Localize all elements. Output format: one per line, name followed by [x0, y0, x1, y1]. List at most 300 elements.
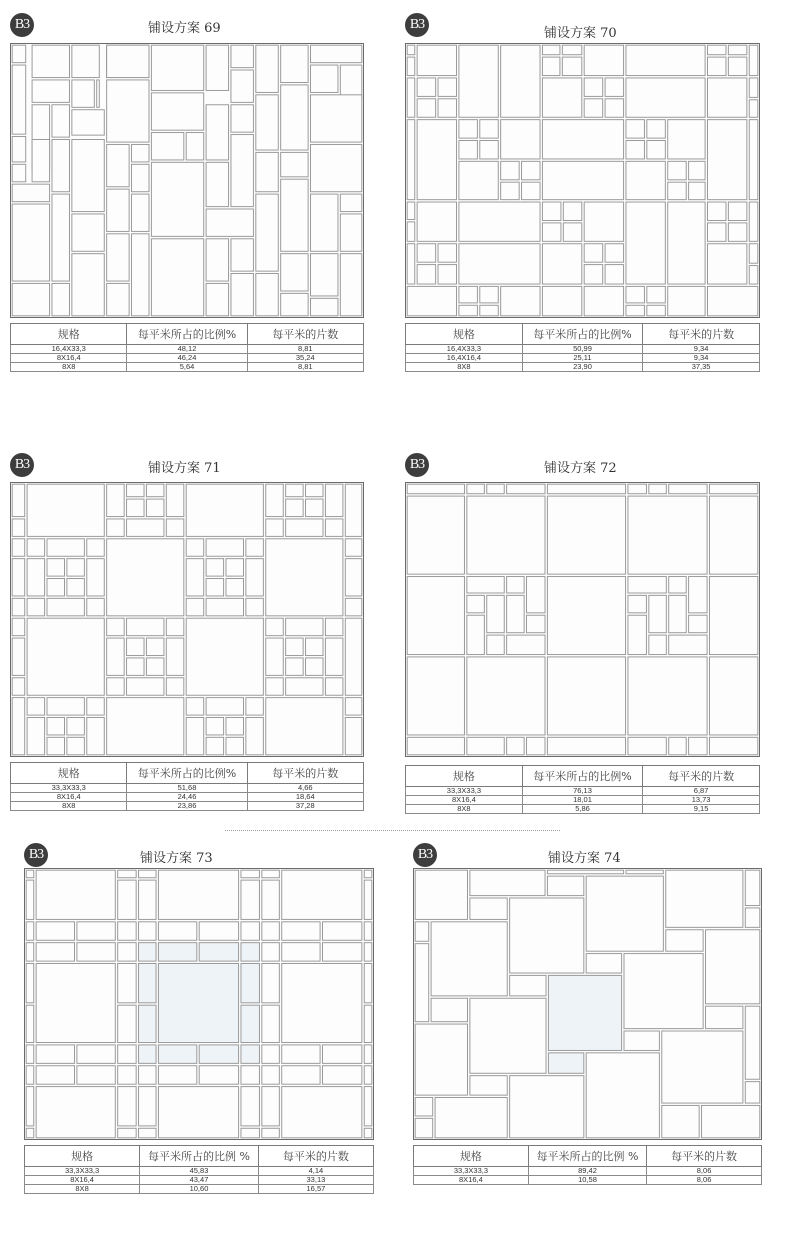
tile: [325, 678, 343, 695]
table-cell: 6,87: [643, 787, 760, 796]
table-cell: 16,4X33,3: [406, 345, 523, 354]
table-cell: 5,64: [127, 363, 247, 372]
tile: [745, 1082, 760, 1103]
tile-pattern-diagram: [24, 868, 374, 1140]
tile: [702, 1105, 760, 1137]
tile: [459, 244, 540, 284]
tile: [435, 1098, 507, 1138]
tile: [649, 484, 667, 494]
tile: [12, 519, 25, 536]
tile: [470, 898, 507, 919]
tile: [510, 975, 546, 995]
tile: [26, 943, 34, 961]
tile: [127, 499, 145, 516]
series-badge: B3: [10, 453, 34, 477]
tile: [107, 618, 125, 635]
table-row: [406, 805, 760, 814]
tile: [417, 202, 456, 241]
tile: [132, 234, 150, 316]
tile: [32, 140, 50, 182]
tile: [241, 1005, 259, 1042]
tile: [624, 954, 703, 1029]
table-cell: 25,11: [522, 354, 642, 363]
tile: [563, 223, 581, 241]
tile: [584, 244, 602, 262]
tile: [107, 678, 125, 695]
tile-pattern-diagram: [405, 43, 760, 318]
tile: [52, 194, 70, 281]
tile: [199, 1045, 238, 1063]
tile: [487, 635, 505, 654]
tile: [47, 559, 65, 576]
table-header: 每平米所占的比例%: [522, 324, 642, 345]
tile: [107, 539, 184, 616]
tile: [547, 496, 625, 574]
tile: [26, 1128, 34, 1138]
tile: [467, 615, 485, 654]
tile: [127, 618, 164, 635]
tile: [438, 265, 456, 284]
tile: [118, 1005, 136, 1042]
tile: [709, 577, 757, 655]
tile: [186, 598, 204, 615]
layout-title: 铺设方案 71: [148, 461, 221, 476]
table-cell: 23,86: [127, 802, 247, 811]
tile: [709, 484, 757, 494]
tile: [241, 943, 259, 961]
tile: [584, 265, 602, 284]
tile: [67, 579, 85, 596]
table-header: 规格: [11, 324, 127, 345]
table-cell: 43,47: [140, 1176, 259, 1185]
tile: [206, 209, 253, 236]
tile: [36, 922, 74, 940]
tile: [669, 737, 687, 754]
tile: [107, 144, 129, 186]
layout-title: 铺设方案 73: [140, 851, 213, 866]
tile: [151, 239, 203, 316]
tile: [562, 57, 581, 75]
tile: [364, 964, 372, 1003]
table-cell: 8,81: [247, 363, 364, 372]
tile: [547, 657, 625, 735]
tile: [241, 964, 259, 1003]
spec-table: [24, 1145, 374, 1194]
tile: [139, 1087, 156, 1126]
tile: [749, 266, 758, 284]
tile: [118, 1066, 136, 1084]
tile: [487, 595, 505, 632]
tile: [186, 484, 263, 536]
tile: [262, 1066, 279, 1084]
tile: [459, 45, 498, 117]
tile: [107, 80, 149, 142]
tile: [166, 519, 184, 536]
tile: [749, 244, 758, 263]
tile: [77, 922, 115, 940]
tile: [586, 954, 621, 973]
tile: [542, 202, 560, 220]
table-header: 每平米的片数: [647, 1146, 762, 1167]
tile: [310, 144, 361, 191]
tile: [72, 214, 104, 251]
tile: [151, 45, 203, 90]
tile: [47, 737, 65, 754]
spec-table: [413, 1145, 762, 1185]
tile: [282, 1045, 320, 1063]
table-header: 每平米所占的比例%: [127, 763, 247, 784]
tile: [668, 120, 705, 159]
tile: [262, 1128, 279, 1138]
tile: [586, 1053, 659, 1138]
tile: [246, 698, 264, 715]
tile: [407, 57, 415, 75]
tile: [470, 1076, 507, 1095]
tile: [226, 737, 244, 754]
tile: [67, 717, 85, 734]
tile: [27, 717, 45, 754]
tile: [52, 140, 70, 192]
table-cell: 16,4X33,3: [11, 345, 127, 354]
tile: [246, 717, 264, 754]
tile: [407, 577, 464, 655]
tile: [246, 598, 264, 615]
tile: [689, 161, 706, 179]
tile: [325, 484, 343, 516]
tile: [407, 657, 464, 735]
tile: [27, 559, 45, 596]
tile: [158, 1045, 196, 1063]
tile: [26, 1005, 34, 1042]
tile: [364, 1128, 372, 1138]
tile: [47, 579, 65, 596]
table-cell: 76,13: [522, 787, 642, 796]
tile: [72, 45, 99, 77]
series-badge: B3: [405, 13, 429, 37]
table-cell: 9,34: [643, 354, 760, 363]
tile: [12, 137, 26, 162]
tile: [547, 876, 583, 895]
tile: [256, 45, 278, 92]
tile: [256, 274, 278, 316]
tile: [87, 698, 105, 715]
tile: [548, 1053, 583, 1073]
tile: [626, 870, 663, 874]
spec-table: [405, 323, 760, 372]
tile: [345, 598, 362, 615]
tile: [77, 1066, 115, 1084]
tile: [626, 305, 644, 316]
table-row: [11, 363, 364, 372]
tile: [231, 274, 253, 316]
table-cell: 4,66: [247, 784, 364, 793]
series-badge: B3: [10, 13, 34, 37]
table-cell: 10,60: [140, 1185, 259, 1194]
tile: [186, 618, 263, 695]
tile: [281, 45, 308, 82]
tile: [584, 202, 623, 241]
tile: [325, 618, 343, 635]
tile: [707, 244, 746, 284]
tile: [282, 1087, 362, 1138]
tile: [12, 164, 26, 181]
table-cell: 50,99: [522, 345, 642, 354]
table-cell: 8X8: [11, 802, 127, 811]
tile: [151, 93, 203, 130]
tile-pattern-diagram: [413, 868, 762, 1140]
tile: [306, 638, 324, 655]
tile: [527, 615, 545, 632]
tile: [127, 519, 164, 536]
tile: [67, 559, 85, 576]
tile: [241, 922, 259, 940]
tile: [467, 595, 485, 612]
tile: [522, 161, 540, 179]
tile: [431, 998, 467, 1021]
tile: [27, 618, 104, 695]
tile: [340, 194, 361, 211]
tile: [206, 737, 224, 754]
tile: [417, 78, 435, 96]
tile: [668, 182, 686, 199]
table-cell: 37,35: [643, 363, 760, 372]
tile: [605, 244, 623, 262]
tile: [310, 45, 361, 62]
tile: [487, 484, 505, 494]
table-cell: 33,3X33,3: [11, 784, 127, 793]
tile: [67, 737, 85, 754]
table-cell: 8X16,4: [11, 354, 127, 363]
tile: [72, 110, 104, 135]
tile: [507, 595, 525, 632]
tile: [262, 1087, 279, 1126]
tile: [542, 244, 581, 284]
tile: [206, 45, 228, 90]
tile: [158, 964, 238, 1043]
table-cell: 8X8: [11, 363, 127, 372]
tile: [501, 161, 519, 179]
table-cell: 45,83: [140, 1167, 259, 1176]
tile: [226, 579, 244, 596]
tile: [226, 559, 244, 576]
tile: [501, 120, 540, 159]
tile: [12, 598, 25, 615]
tile: [364, 1005, 372, 1042]
tile: [417, 99, 435, 117]
tile: [72, 140, 104, 212]
table-row: [25, 1185, 374, 1194]
tile: [107, 519, 125, 536]
tile: [628, 737, 666, 754]
tile: [206, 105, 228, 160]
tile: [522, 182, 540, 199]
tile: [107, 638, 125, 675]
table-cell: 37,28: [247, 802, 364, 811]
tile: [668, 202, 705, 284]
tile: [306, 658, 324, 675]
tile: [12, 698, 25, 755]
table-header: 每平米的片数: [247, 763, 364, 784]
tile: [206, 559, 224, 576]
spec-table: [10, 323, 364, 372]
table-header: 每平米的片数: [258, 1146, 373, 1167]
tile: [286, 658, 304, 675]
tile: [364, 880, 372, 919]
table-cell: 8,06: [647, 1176, 762, 1185]
tile: [459, 305, 477, 316]
tile: [306, 484, 324, 497]
tile: [340, 214, 361, 251]
tile: [662, 1031, 743, 1103]
tile: [586, 876, 663, 951]
tile: [206, 539, 243, 556]
tile: [340, 254, 361, 316]
tile: [12, 65, 26, 134]
tile: [542, 161, 623, 199]
layout-title: 铺设方案 72: [544, 461, 617, 476]
tile: [707, 45, 725, 55]
tile: [281, 152, 308, 176]
tile: [241, 880, 259, 919]
tile: [266, 638, 284, 675]
tile: [507, 484, 545, 494]
tile: [158, 1087, 238, 1138]
tile: [262, 964, 279, 1003]
tile: [547, 737, 625, 754]
series-badge: B3: [413, 843, 437, 867]
tile-pattern-diagram: [405, 482, 760, 757]
tile: [407, 222, 415, 241]
tile: [669, 577, 687, 593]
tile: [415, 870, 467, 919]
tile: [407, 496, 464, 574]
tile: [510, 1076, 584, 1138]
tile: [605, 265, 623, 284]
tile: [286, 484, 304, 497]
tile: [118, 870, 136, 878]
tile: [266, 678, 284, 695]
tile: [584, 78, 602, 96]
tile: [626, 202, 665, 284]
tile: [501, 45, 540, 117]
tile: [107, 484, 125, 516]
tile: [459, 286, 477, 302]
tile: [647, 120, 665, 138]
tile: [139, 1128, 156, 1138]
table-header: 每平米所占的比例%: [522, 766, 642, 787]
table-header: 每平米的片数: [643, 766, 760, 787]
tile: [12, 539, 25, 556]
tile: [186, 559, 204, 596]
tile: [666, 930, 703, 951]
tile: [27, 539, 45, 556]
table-header: 每平米所占的比例 %: [528, 1146, 646, 1167]
tile: [139, 964, 156, 1003]
tile: [262, 943, 279, 961]
tile: [467, 657, 545, 735]
tile: [507, 737, 525, 754]
tile: [107, 698, 184, 755]
tile: [97, 80, 100, 107]
tile: [310, 194, 337, 251]
table-row: [11, 802, 364, 811]
tile: [647, 286, 665, 302]
tile: [118, 964, 136, 1003]
tile: [431, 922, 507, 996]
tile: [417, 265, 435, 284]
tile: [527, 737, 545, 754]
series-badge: B3: [24, 843, 48, 867]
tile: [415, 1024, 467, 1095]
tile: [647, 140, 665, 158]
table-cell: 16,57: [258, 1185, 373, 1194]
tile: [364, 1045, 372, 1063]
tile: [186, 539, 204, 556]
tile: [562, 45, 581, 55]
tile: [415, 944, 429, 1022]
tile: [527, 577, 545, 613]
tile: [310, 254, 337, 296]
tile: [262, 922, 279, 940]
tile: [707, 57, 725, 75]
tile: [364, 870, 372, 878]
tile: [36, 1087, 115, 1138]
tile: [206, 162, 228, 206]
tile: [199, 922, 238, 940]
tile: [12, 484, 25, 516]
table-cell: 16,4X16,4: [406, 354, 523, 363]
tile: [325, 519, 343, 536]
tile: [728, 57, 746, 75]
tile: [107, 189, 129, 231]
tile: [26, 1045, 34, 1063]
tile: [286, 519, 323, 536]
tile: [139, 943, 156, 961]
tile: [231, 70, 253, 102]
tile: [12, 678, 25, 695]
tile: [241, 1045, 259, 1063]
tile: [256, 152, 278, 191]
tile: [310, 298, 337, 315]
tile-pattern-diagram: [10, 43, 364, 318]
tile: [584, 99, 602, 117]
table-header: 每平米所占的比例 %: [140, 1146, 259, 1167]
tile: [256, 194, 278, 271]
tile: [281, 179, 308, 251]
tile: [407, 120, 415, 200]
tile: [166, 678, 184, 695]
table-cell: 23,90: [522, 363, 642, 372]
tile: [628, 595, 646, 612]
tile: [628, 484, 646, 494]
table-cell: 8,06: [647, 1167, 762, 1176]
tile: [669, 635, 707, 654]
tile: [668, 161, 686, 179]
tile: [459, 202, 540, 241]
tile: [146, 638, 164, 655]
table-cell: 51,68: [127, 784, 247, 793]
tile: [548, 975, 621, 1050]
tile: [26, 1066, 34, 1084]
tile: [266, 539, 343, 616]
table-cell: 10,58: [528, 1176, 646, 1185]
tile: [745, 870, 760, 905]
table-cell: 89,42: [528, 1167, 646, 1176]
tile: [151, 133, 183, 160]
tile: [470, 870, 545, 895]
tile: [706, 1006, 743, 1028]
tile: [52, 105, 70, 137]
